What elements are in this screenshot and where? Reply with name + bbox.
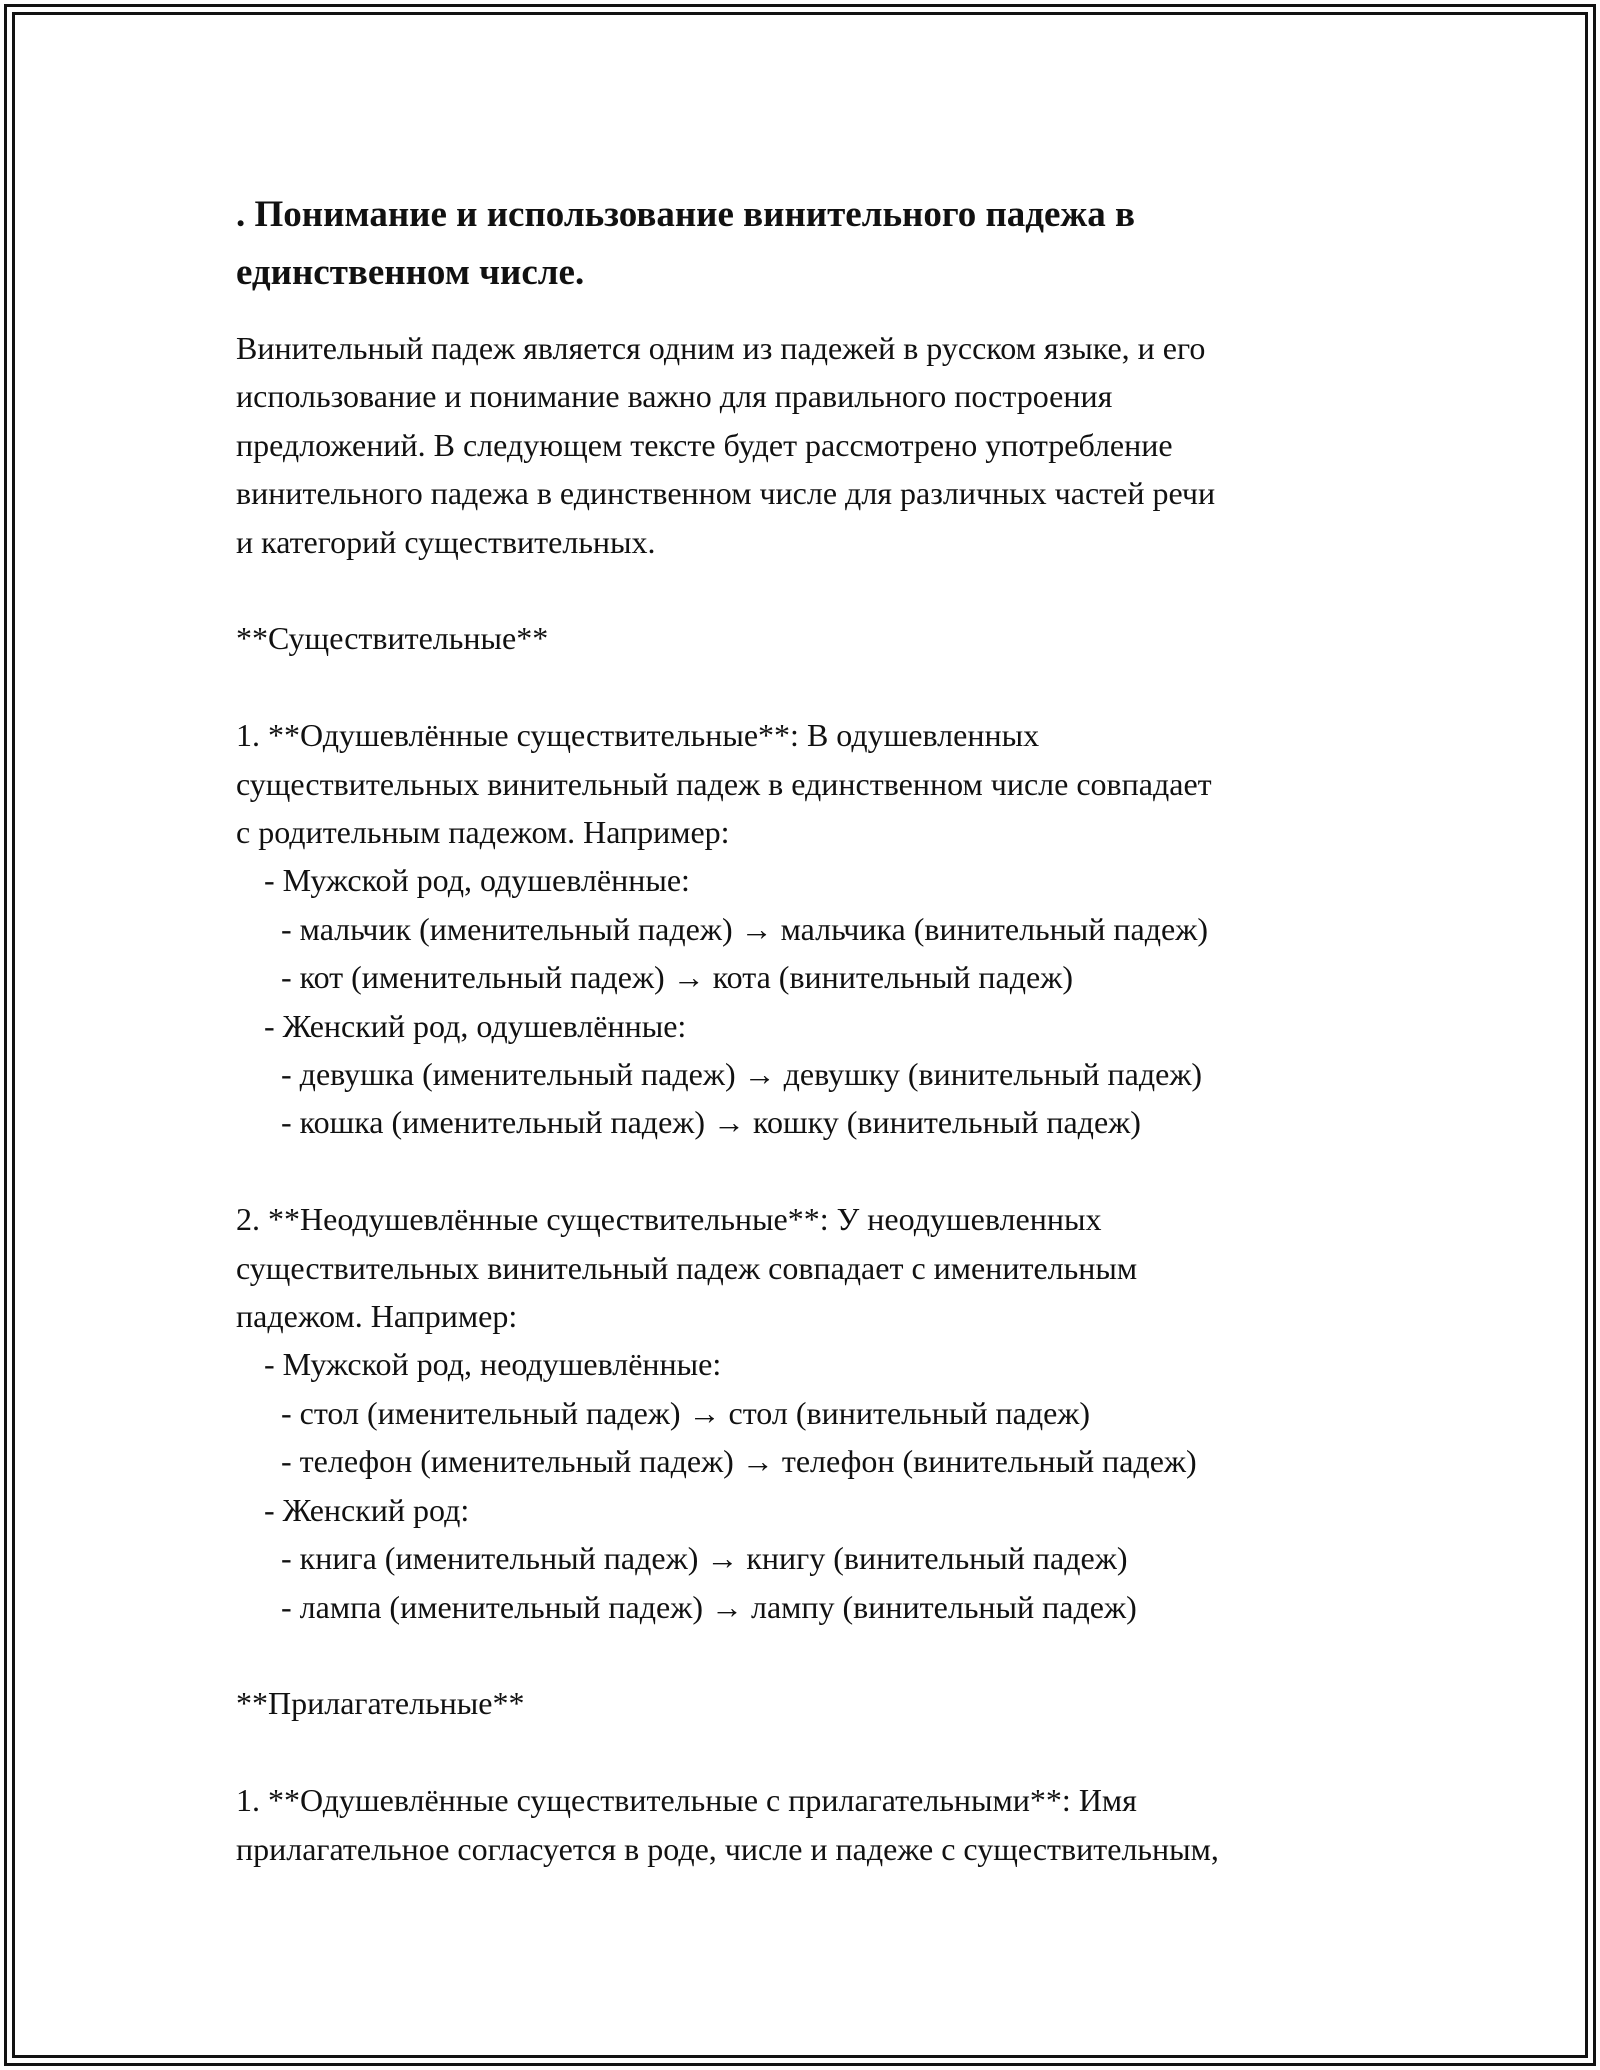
list-item-label: - Женский род:: [264, 1491, 470, 1528]
inanimate-nouns-line: существительных винительный падеж совпадает с именительным: [236, 1249, 1138, 1286]
document-body: [236, 186, 1396, 1873]
document-text: [236, 324, 1396, 1873]
list-item-example: - стол (именительный падеж) → стол (винительный падеж): [281, 1394, 1091, 1431]
blank-line: [236, 1147, 1396, 1195]
list-item-example: - мальчик (именительный падеж) → мальчика (винительный падеж): [281, 910, 1208, 947]
list-item-example: - лампа (именительный падеж) → лампу (винительный падеж): [281, 1588, 1137, 1625]
list-item-example: - телефон (именительный падеж) → телефон (винительный падеж): [281, 1443, 1197, 1480]
inanimate-nouns-line: 2. **Неодушевлённые существительные**: У неодушевленных: [236, 1201, 1102, 1238]
list-item-example: - девушка (именительный падеж) → девушку (винительный падеж): [281, 1056, 1203, 1093]
adjectives-line: прилагательное согласуется в роде, числе и падеже с существительным,: [236, 1830, 1219, 1867]
adjectives-line: 1. **Одушевлённые существительные с прилагательными**: Имя: [236, 1782, 1137, 1819]
intro-line: и категорий существительных.: [236, 523, 656, 560]
blank-line: [236, 663, 1396, 711]
animate-nouns-line: 1. **Одушевлённые существительные**: В одушевленных: [236, 717, 1040, 754]
inanimate-nouns-line: падежом. Например:: [236, 1298, 518, 1335]
document-heading: [236, 186, 1396, 302]
list-item-label: - Мужской род, неодушевлённые:: [264, 1346, 722, 1383]
heading-line: единственном числе.: [236, 252, 585, 293]
animate-nouns-line: существительных винительный падеж в единственном числе совпадает: [236, 765, 1212, 802]
intro-line: предложений. В следующем тексте будет рассмотрено употребление: [236, 426, 1173, 463]
intro-line: использование и понимание важно для правильного построения: [236, 378, 1113, 415]
section-heading-nouns: **Существительные**: [236, 620, 549, 657]
list-item-label: - Женский род, одушевлённые:: [264, 1007, 687, 1044]
animate-nouns-line: с родительным падежом. Например:: [236, 814, 730, 851]
blank-line: [236, 566, 1396, 614]
list-item-example: - кот (именительный падеж) → кота (винительный падеж): [281, 959, 1073, 996]
heading-line: . Понимание и использование винительного падежа в: [236, 194, 1135, 235]
list-item-example: - кошка (именительный падеж) → кошку (винительный падеж): [281, 1104, 1141, 1141]
list-item-example: - книга (именительный падеж) → книгу (винительный падеж): [281, 1540, 1128, 1577]
intro-line: винительного падежа в единственном числе для различных частей речи: [236, 475, 1216, 512]
blank-line: [236, 1728, 1396, 1776]
list-item-label: - Мужской род, одушевлённые:: [264, 862, 690, 899]
section-heading-adjectives: **Прилагательные**: [236, 1685, 525, 1722]
blank-line: [236, 1631, 1396, 1679]
intro-line: Винительный падеж является одним из падежей в русском языке, и его: [236, 330, 1206, 366]
